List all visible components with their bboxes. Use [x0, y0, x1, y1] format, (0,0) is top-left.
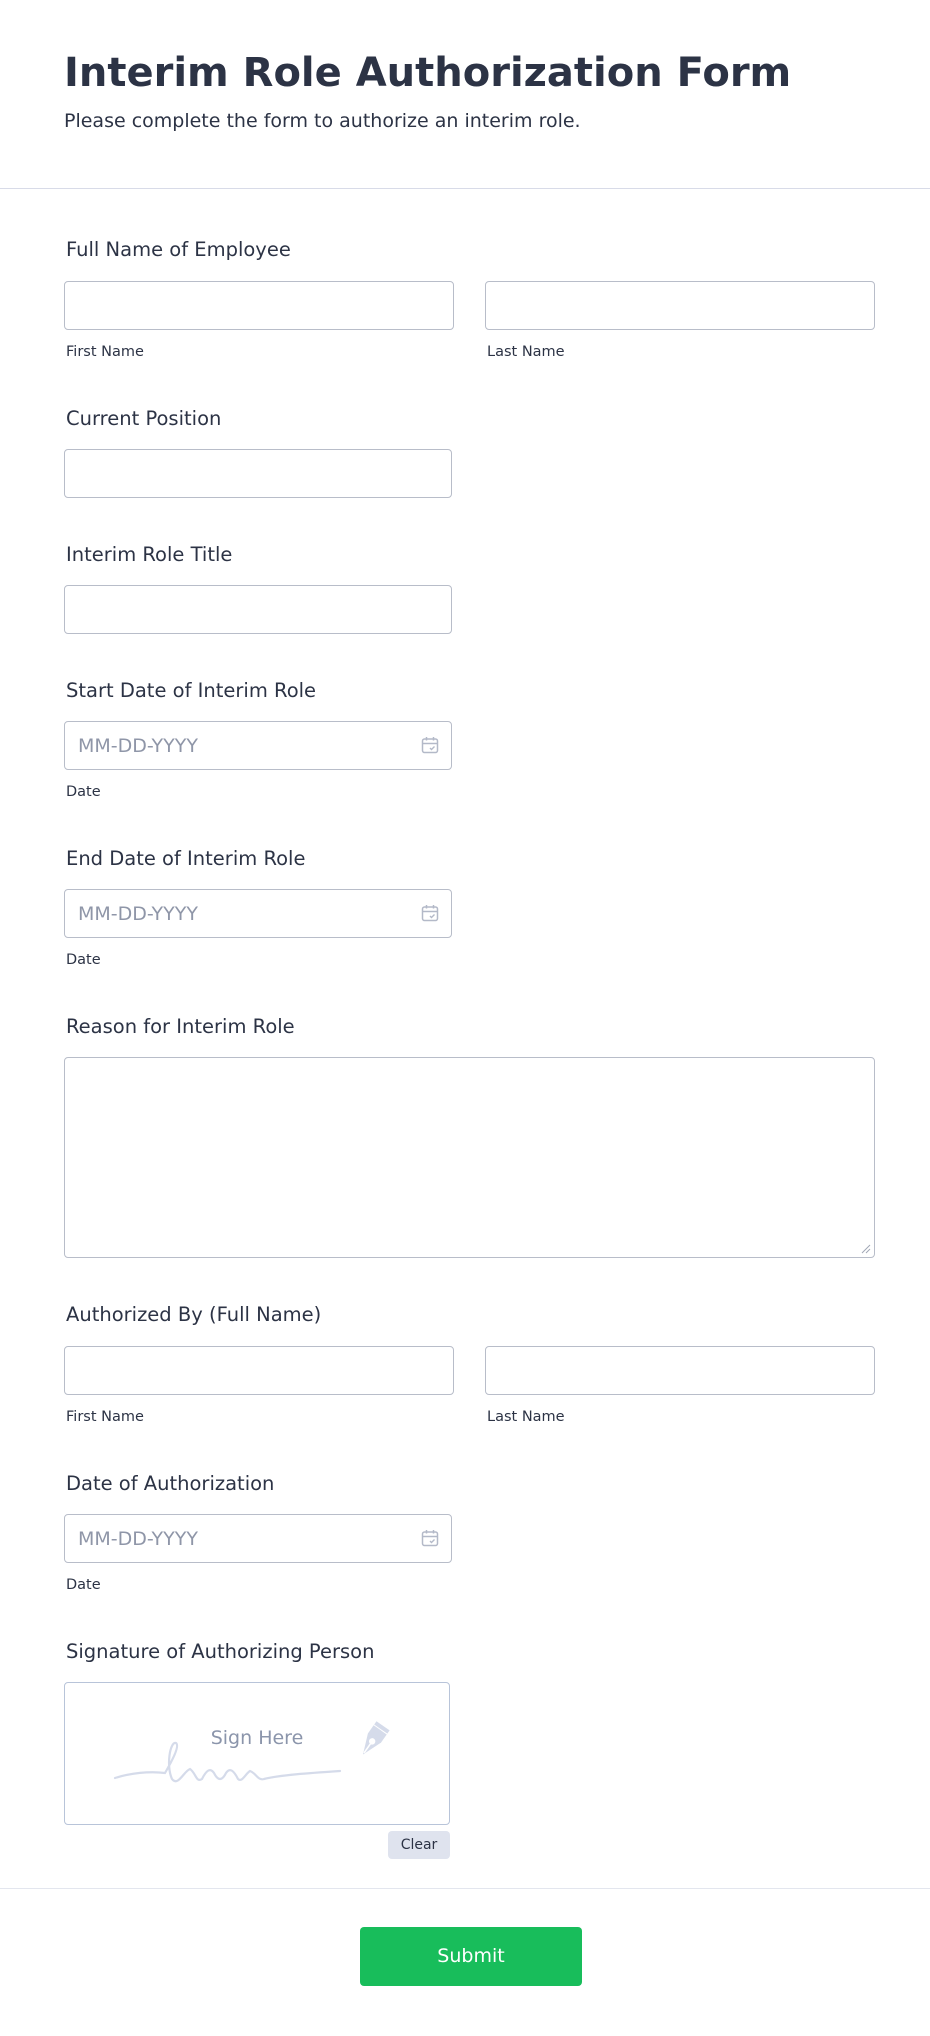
employee-first-name-sublabel: First Name	[66, 344, 144, 360]
employee-name-label: Full Name of Employee	[66, 238, 291, 261]
authorized-first-name-input[interactable]	[64, 1346, 454, 1395]
authorized-last-name-input[interactable]	[485, 1346, 875, 1395]
end-date-sublabel: Date	[66, 952, 101, 968]
reason-textarea[interactable]	[64, 1057, 875, 1258]
start-date-field	[64, 721, 452, 770]
resize-grip-icon[interactable]	[859, 1242, 871, 1254]
calendar-icon[interactable]	[421, 1529, 439, 1547]
footer-divider	[0, 1888, 930, 1889]
authorized-last-name-sublabel: Last Name	[487, 1409, 565, 1425]
end-date-label: End Date of Interim Role	[66, 847, 306, 870]
interim-role-title-label: Interim Role Title	[66, 543, 233, 566]
authorization-date-sublabel: Date	[66, 1577, 101, 1593]
calendar-icon[interactable]	[421, 736, 439, 754]
signature-clear-button[interactable]: Clear	[388, 1831, 450, 1859]
start-date-sublabel: Date	[66, 784, 101, 800]
start-date-input[interactable]	[64, 721, 452, 770]
current-position-label: Current Position	[66, 407, 222, 430]
end-date-input[interactable]	[64, 889, 452, 938]
calendar-icon[interactable]	[421, 904, 439, 922]
authorization-date-field	[64, 1514, 452, 1563]
end-date-field	[64, 889, 452, 938]
reason-label: Reason for Interim Role	[66, 1015, 295, 1038]
signature-hint: Sign Here	[210, 1727, 304, 1749]
form-title: Interim Role Authorization Form	[64, 50, 792, 96]
employee-last-name-sublabel: Last Name	[487, 344, 565, 360]
authorization-date-label: Date of Authorization	[66, 1472, 275, 1495]
form-subtitle: Please complete the form to authorize an interim role.	[64, 110, 581, 132]
form-header	[0, 0, 930, 189]
employee-last-name-input[interactable]	[485, 281, 875, 330]
submit-button[interactable]: Submit	[360, 1927, 582, 1986]
interim-role-title-input[interactable]	[64, 585, 452, 634]
current-position-input[interactable]	[64, 449, 452, 498]
authorized-first-name-sublabel: First Name	[66, 1409, 144, 1425]
start-date-label: Start Date of Interim Role	[66, 679, 317, 702]
authorized-by-label: Authorized By (Full Name)	[66, 1303, 322, 1326]
signature-label: Signature of Authorizing Person	[66, 1640, 375, 1663]
signature-pad[interactable]	[64, 1682, 450, 1825]
employee-first-name-input[interactable]	[64, 281, 454, 330]
authorization-date-input[interactable]	[64, 1514, 452, 1563]
